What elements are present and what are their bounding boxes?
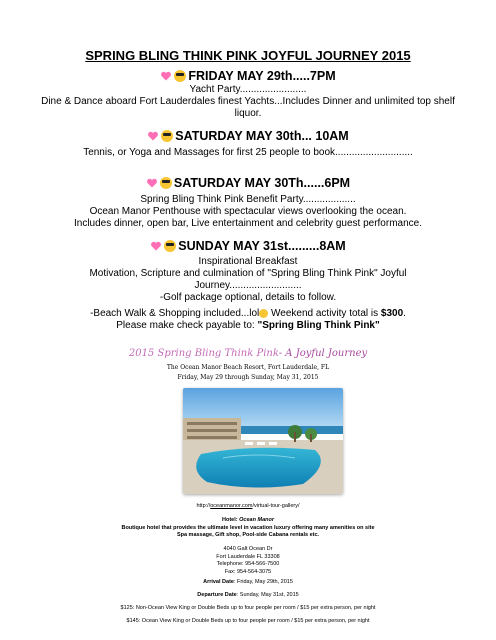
event-line: Ocean Manor Penthouse with spectacular views overlooking the ocean. [89, 206, 407, 217]
sparkling-heart-icon [147, 130, 159, 142]
event-heading-text: SATURDAY MAY 30Th......6PM [173, 176, 351, 190]
hotel-name: Ocean Manor [239, 517, 274, 523]
event-saturday-evening [20, 175, 476, 230]
check-payable-line [20, 320, 476, 332]
flyer-title-part-a: 2015 Spring Bling Think Pink [128, 348, 279, 359]
event-line: Dine & Dance aboard Fort Lauderdales finest Yachts...Includes Dinner and unlimited top shelf liquor. [41, 96, 455, 119]
sunglasses-face-icon [164, 240, 176, 252]
hotel-website-link[interactable]: oceanmanor.com [210, 503, 253, 509]
event-saturday-morning [20, 128, 476, 159]
venue-line: The Ocean Manor Beach Resort, Fort Lauderdale, FL [166, 364, 330, 371]
sparkling-heart-icon [146, 177, 158, 189]
beach-walk-line: -Beach Walk & Shopping included...lol Weekend activity total is $300. [90, 308, 406, 319]
hotel-url-line [0, 503, 496, 511]
event-heading-text: SUNDAY MAY 31st.........8AM [178, 239, 346, 253]
hotel-phone: Telephone: 954-566-7500 [216, 561, 280, 567]
event-friday [20, 68, 476, 120]
weekend-total-value: $300 [380, 308, 404, 319]
sunglasses-face-icon [160, 177, 172, 189]
event-heading-text: FRIDAY MAY 29th.....7PM [188, 69, 336, 83]
event-line: Inspirational Breakfast [198, 256, 298, 267]
event-line: Includes dinner, open bar, Live entertainment and celebrity guest performance. [74, 218, 422, 229]
venue-dates: Friday, May 29 through Sunday, May 31, 2015 [177, 374, 319, 381]
event-line: -Golf package optional, details to follow. [159, 292, 337, 303]
flyer-script-title [0, 348, 496, 359]
event-heading [20, 128, 476, 144]
sunglasses-face-icon [174, 70, 186, 82]
pool-illustration [183, 388, 343, 494]
address-street: 4040 Galt Ocean Dr [223, 546, 273, 552]
check-payable-label: Please make check payable to: [116, 320, 258, 331]
sunglasses-face-icon [161, 130, 173, 142]
resort-pool-photo [183, 388, 343, 494]
url-suffix: /virtual-tour-gallery/ [252, 503, 300, 509]
arrival-label: Arrival Date [203, 579, 234, 585]
sparkling-heart-icon [150, 240, 162, 252]
event-heading [20, 175, 476, 191]
flyer-title-part-b: - A Joyful Journey [278, 348, 368, 359]
arrival-value: : Friday, May 29th, 2015 [233, 579, 293, 585]
check-payee: "Spring Bling Think Pink" [257, 320, 380, 331]
event-line: Tennis, or Yoga and Massages for first 25 people to book............................ [83, 147, 413, 158]
sparkling-heart-icon [160, 70, 172, 82]
hotel-label: Hotel: [222, 517, 238, 523]
document-title: SPRING BLING THINK PINK JOYFUL JOURNEY 2015 [85, 48, 411, 63]
event-line: Spring Bling Think Pink Benefit Party................... [140, 194, 356, 205]
hotel-amenities-line: Spa massage, Gift shop, Pool-side Cabana rentals etc. [176, 532, 320, 538]
extras-block [20, 308, 476, 332]
smiley-icon [259, 309, 268, 318]
hotel-desc-line: Boutique hotel that provides the ultimate level in vacation luxury offering many amenities on site [121, 524, 375, 531]
hotel-description [0, 517, 496, 540]
arrival-line [0, 579, 496, 587]
weekend-total-label: Weekend activity total is [268, 308, 381, 319]
rate-non-ocean: $125: Non-Ocean View King or Double Beds up to four people per room / $15 per extra person, per night [120, 605, 376, 611]
departure-line [0, 592, 496, 600]
flyer-venue [0, 363, 496, 383]
event-line: Motivation, Scripture and culmination of "Spring Bling Think Pink" Joyful Journey.......................... [89, 268, 407, 291]
hotel-fax: Fax: 954-564-3075 [224, 568, 272, 575]
url-prefix: http:// [196, 503, 211, 509]
event-heading [20, 238, 476, 254]
hotel-address [0, 546, 496, 576]
rate-ocean-view: $145: Ocean View King or Double Beds up to four people per room / $15 per extra person, per night [126, 618, 370, 624]
event-sunday [20, 238, 476, 304]
departure-value: : Sunday, May 31st, 2015 [236, 592, 299, 598]
address-city: Fort Lauderdale FL 33308 [216, 553, 280, 560]
event-heading-text: SATURDAY MAY 30th... 10AM [175, 129, 349, 143]
beach-walk-text: -Beach Walk & Shopping included...lol [90, 308, 260, 319]
event-line: Yacht Party........................ [189, 84, 307, 95]
departure-label: Departure Date [197, 592, 237, 598]
event-heading [20, 68, 476, 84]
